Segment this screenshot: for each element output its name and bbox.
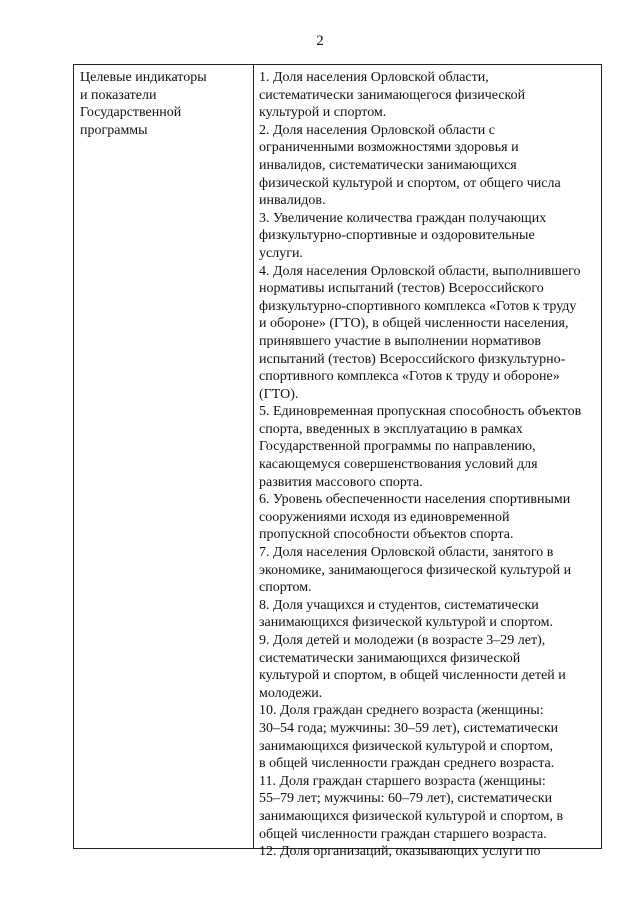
indicator-line: 55–79 лет; мужчины: 60–79 лет), систематически xyxy=(259,791,553,807)
indicator-line: инвалидов, систематически занимающихся xyxy=(259,157,517,173)
indicator-line: систематически занимающегося физической xyxy=(259,87,526,103)
column-divider xyxy=(253,65,254,848)
indicator-line: общей численности граждан старшего возраста. xyxy=(259,826,547,842)
indicator-line: физической культурой и спортом, от общего числа xyxy=(259,175,561,191)
indicator-line: занимающихся физической культурой и спортом, xyxy=(259,738,553,754)
indicator-line: сооружениями исходя из единовременной xyxy=(259,509,510,525)
indicator-line: Государственной программы по направлению, xyxy=(259,439,536,455)
label-line: программы xyxy=(80,122,148,138)
indicator-line: спорта, введенных в эксплуатацию в рамках xyxy=(259,421,523,437)
indicator-line: физкультурно-спортивного комплекса «Готов к труду xyxy=(259,298,577,314)
indicator-line: испытаний (тестов) Всероссийского физкультурно- xyxy=(259,351,566,367)
indicator-line: 30–54 года; мужчины: 30–59 лет), систематически xyxy=(259,720,559,736)
label-cell xyxy=(80,69,248,139)
indicator-line: пропускной способности объектов спорта. xyxy=(259,527,514,543)
indicator-line: 4. Доля населения Орловской области, выполнившего xyxy=(259,263,581,279)
page-number: 2 xyxy=(316,33,324,49)
indicator-line: в общей численности граждан среднего возраста. xyxy=(259,756,555,772)
indicator-line: занимающихся физической культурой и спортом, в xyxy=(259,808,564,824)
indicator-line: 3. Увеличение количества граждан получающих xyxy=(259,210,547,226)
indicator-line: экономике, занимающегося физической культурой и xyxy=(259,562,572,578)
indicator-line: занимающихся физической культурой и спортом. xyxy=(259,615,553,631)
indicator-line: нормативы испытаний (тестов) Всероссийского xyxy=(259,281,544,297)
label-line: Государственной xyxy=(80,105,182,121)
indicator-line: инвалидов. xyxy=(259,193,326,209)
indicators-table xyxy=(73,64,602,860)
indicator-line: спортом. xyxy=(259,580,312,596)
indicator-line: 1. Доля населения Орловской области, xyxy=(259,70,489,85)
indicator-line: 2. Доля населения Орловской области с xyxy=(259,122,495,138)
indicator-line: культурой и спортом. xyxy=(259,105,387,121)
indicator-line: культурой и спортом, в общей численности детей и xyxy=(259,668,566,684)
indicator-line: 8. Доля учащихся и студентов, систематически xyxy=(259,597,539,613)
indicator-line: 5. Единовременная пропускная способность объектов xyxy=(259,404,582,420)
indicator-line: физкультурно-спортивные и оздоровительные xyxy=(259,228,535,244)
indicator-line: касающемуся совершенствования условий для xyxy=(259,457,538,473)
indicator-line: ограниченными возможностями здоровья и xyxy=(259,140,519,156)
indicator-line: развития массового спорта. xyxy=(259,474,423,490)
indicator-line: услуги. xyxy=(259,245,303,261)
indicators-list xyxy=(259,69,601,861)
label-line: Целевые индикаторы xyxy=(80,70,207,85)
indicator-line: 6. Уровень обеспеченности населения спортивными xyxy=(259,492,571,508)
indicator-line: и обороне» (ГТО), в общей численности населения, xyxy=(259,316,569,332)
indicator-line: (ГТО). xyxy=(259,386,299,402)
label-line: и показатели xyxy=(80,87,157,103)
indicator-line: 9. Доля детей и молодежи (в возрасте 3–29 лет), xyxy=(259,633,546,648)
indicator-line: молодежи. xyxy=(259,685,323,701)
indicator-line: 10. Доля граждан среднего возраста (женщины: xyxy=(259,703,544,719)
indicator-line: спортивного комплекса «Готов к труду и обороне» xyxy=(259,369,560,385)
indicator-line: принявшего участие в выполнении нормативов xyxy=(259,333,541,349)
indicator-line: 7. Доля населения Орловской области, занятого в xyxy=(259,545,554,561)
indicator-line: систематически занимающихся физической xyxy=(259,650,521,666)
indicator-line: 11. Доля граждан старшего возраста (женщины: xyxy=(259,773,546,789)
indicator-line: 12. Доля организаций, оказывающих услуги по xyxy=(259,844,541,860)
